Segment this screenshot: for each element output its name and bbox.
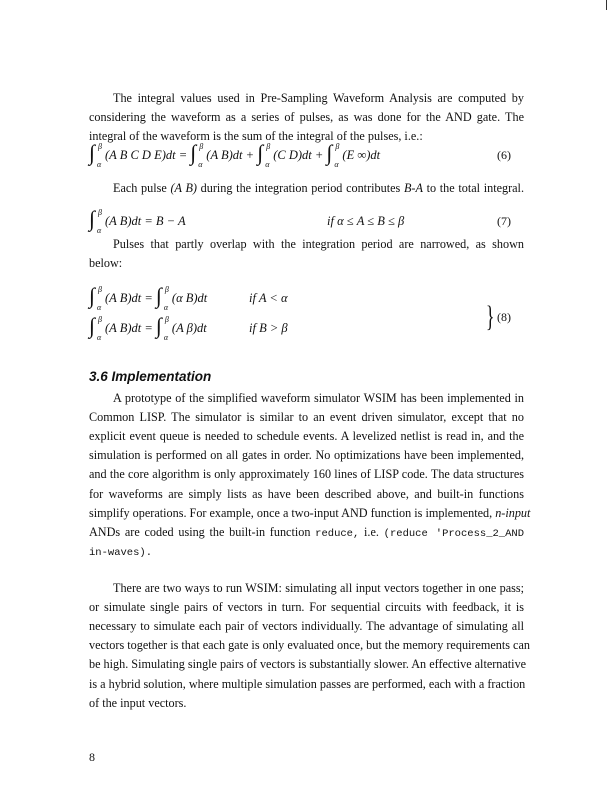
page-number: 8	[89, 750, 95, 764]
equation-condition: if α ≤ A ≤ B ≤ β	[327, 214, 405, 228]
equation-number: (7)	[497, 214, 511, 228]
text-line: is a hybrid solution, where multiple simulation passes are performed, each with a fraction	[89, 676, 526, 691]
integral-sign: ∫ β α	[326, 140, 340, 170]
text-line: Common LISP. The simulator is similar to an event driven simulator, except that no	[89, 410, 524, 425]
equation-8-row-1: ∫ β α (A B)dt = ∫ β α (α B)dt if A < α	[89, 283, 288, 313]
text-line: of the input vectors.	[89, 695, 187, 710]
text-line: integral of the waveform is the sum of the integral of the pulses, i.e.:	[89, 129, 423, 144]
margin-mark	[606, 0, 607, 10]
equation-8-row-2: ∫ β α (A B)dt = ∫ β α (A β)dt if B > β	[89, 313, 288, 343]
text-line: There are two ways to run WSIM: simulating all input vectors together in one pass;	[113, 581, 524, 595]
text-line: necessary to simulate each pair of vectors individually. The advantage of simulating all	[89, 619, 524, 634]
equation-number: (8)	[497, 310, 511, 324]
text-line: in-waves).	[89, 546, 153, 559]
text-line: considering the waveform as a series of pulses, as was done for the AND gate. The	[89, 110, 524, 125]
integral-sign: ∫ β α	[89, 140, 102, 170]
text-line: or simulate single pairs of vectors in turn. For sequential circuits with feedback, it is	[89, 600, 524, 615]
text-line: Each pulse (A B) during the integration period contributes B-A to the total integral.	[113, 181, 524, 195]
text-line: A prototype of the simplified waveform simulator WSIM has been implemented in	[113, 391, 524, 405]
section-heading: 3.6 Implementation	[89, 369, 212, 384]
text-line: be high. Simulating single pairs of vectors is substantially slower. An effective alternative	[89, 657, 527, 672]
text-line: Pulses that partly overlap with the integration period are narrowed, as shown	[113, 237, 524, 251]
integral-sign: ∫ β α	[89, 206, 102, 236]
integral-sign: ∫ β α	[155, 283, 169, 313]
text-line: and the core algorithm is only approximately 160 lines of LISP code. The data structures	[89, 467, 524, 482]
text-line: for waveforms are simply lists as have been described above, and built-in functions	[89, 486, 524, 501]
text-line: The integral values used in Pre-Sampling Waveform Analysis are computed by	[113, 91, 524, 105]
text-line: ANDs are coded using the built-in function reduce, i.e. (reduce 'Process_2_AND	[89, 524, 524, 540]
text-line: simulation is performed on all gates in order. No optimizations have been implemented,	[89, 448, 524, 463]
text-line: below:	[89, 256, 123, 271]
equation-number: (6)	[497, 148, 511, 162]
equation-condition: if A < α	[249, 291, 288, 305]
brace: }	[485, 300, 495, 333]
integral-sign: ∫ β α	[190, 140, 204, 170]
text-line: explicit event queue is needed to schedule events. A levelized netlist is read in, and the	[89, 429, 524, 444]
integral-sign: ∫ β α	[155, 313, 169, 343]
text-line: vectors together is that each gate is only evaluated once, but the memory requirements can	[89, 638, 530, 653]
equation-6: ∫ β α (A B C D E)dt = ∫ β α (A B)dt + ∫ β α (C D)dt + ∫ β α (E ∞)dt (6)	[89, 140, 511, 170]
integral-sign: ∫ β α	[257, 140, 271, 170]
equation-7: ∫ β α (A B)dt = B − A if α ≤ A ≤ B ≤ β (7)	[89, 206, 511, 236]
text-line: simplify operations. For example, once a two-input AND function is implemented, n-input	[89, 505, 531, 520]
equation-condition: if B > β	[249, 321, 288, 335]
integral-sign: ∫ β α	[89, 313, 102, 343]
integral-sign: ∫ β α	[89, 283, 102, 313]
